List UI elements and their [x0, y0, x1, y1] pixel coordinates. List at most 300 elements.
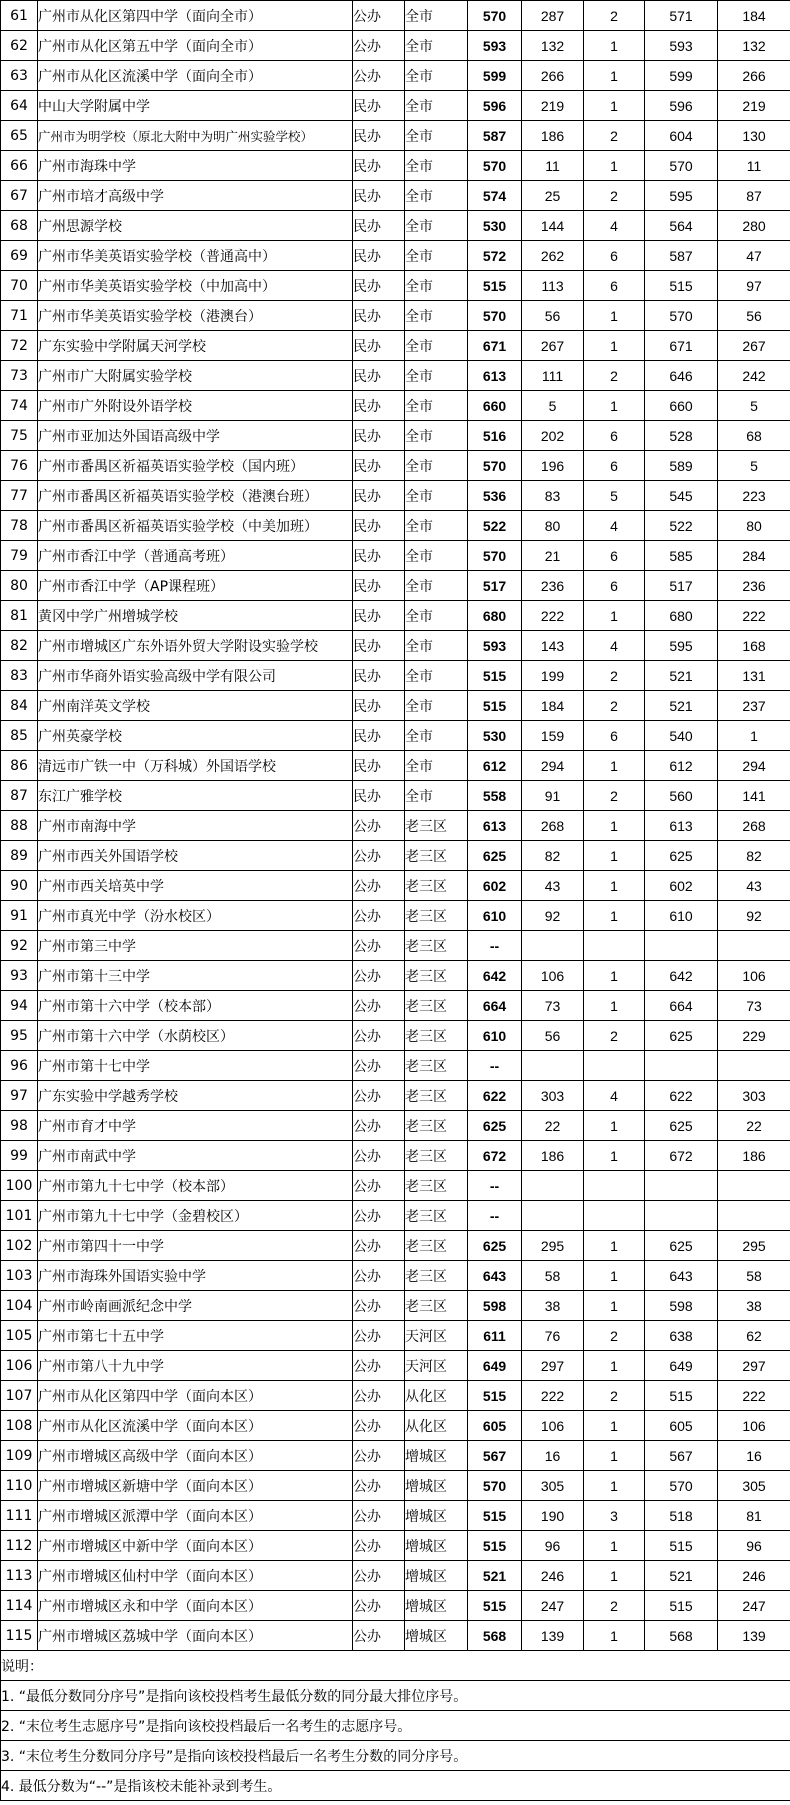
enrollment-area: 天河区 — [405, 1321, 468, 1351]
table-row — [1, 1081, 790, 1111]
school-name: 清远市广铁一中（万科城）外国语学校 — [38, 751, 353, 781]
min-score: 625 — [468, 1111, 522, 1141]
enrollment-area: 老三区 — [405, 1051, 468, 1081]
note-row — [1, 1711, 790, 1741]
min-score-rank: 25 — [522, 181, 584, 211]
enrollment-area: 老三区 — [405, 1141, 468, 1171]
min-score: 515 — [468, 1501, 522, 1531]
last-score-rank: 237 — [718, 691, 790, 721]
school-type: 公办 — [353, 871, 405, 901]
school-name: 广州市增城区永和中学（面向本区） — [38, 1591, 353, 1621]
enrollment-area: 全市 — [405, 541, 468, 571]
min-score: 593 — [468, 631, 522, 661]
last-score: 567 — [645, 1441, 718, 1471]
min-score: 587 — [468, 121, 522, 151]
last-score-rank: 106 — [718, 1411, 790, 1441]
row-number: 105 — [1, 1321, 38, 1351]
row-number: 112 — [1, 1531, 38, 1561]
last-choice-order: 1 — [584, 811, 645, 841]
table-row — [1, 931, 790, 961]
enrollment-area: 增城区 — [405, 1441, 468, 1471]
last-score-rank: 186 — [718, 1141, 790, 1171]
last-score: 560 — [645, 781, 718, 811]
min-score-rank: 16 — [522, 1441, 584, 1471]
min-score-rank: 246 — [522, 1561, 584, 1591]
last-score-rank: 280 — [718, 211, 790, 241]
min-score-rank: 236 — [522, 571, 584, 601]
min-score: 599 — [468, 61, 522, 91]
last-score-rank: 5 — [718, 391, 790, 421]
row-number: 82 — [1, 631, 38, 661]
table-row — [1, 1471, 790, 1501]
min-score-rank: 111 — [522, 361, 584, 391]
table-row — [1, 1351, 790, 1381]
note-row — [1, 1771, 790, 1801]
table-row — [1, 1501, 790, 1531]
min-score: 570 — [468, 451, 522, 481]
last-score: 680 — [645, 601, 718, 631]
enrollment-area: 全市 — [405, 91, 468, 121]
last-score: 515 — [645, 1531, 718, 1561]
row-number: 95 — [1, 1021, 38, 1051]
min-score: -- — [468, 1051, 522, 1081]
min-score: 530 — [468, 721, 522, 751]
row-number: 102 — [1, 1231, 38, 1261]
min-score-rank: 58 — [522, 1261, 584, 1291]
min-score: 625 — [468, 1231, 522, 1261]
min-score: 515 — [468, 271, 522, 301]
table-row — [1, 241, 790, 271]
min-score-rank: 5 — [522, 391, 584, 421]
row-number: 97 — [1, 1081, 38, 1111]
enrollment-area: 全市 — [405, 631, 468, 661]
school-type: 公办 — [353, 901, 405, 931]
last-choice-order: 4 — [584, 631, 645, 661]
school-name: 广州市增城区高级中学（面向本区） — [38, 1441, 353, 1471]
min-score-rank: 196 — [522, 451, 584, 481]
last-choice-order: 1 — [584, 1621, 645, 1651]
last-choice-order — [584, 1051, 645, 1081]
row-number: 96 — [1, 1051, 38, 1081]
last-score: 587 — [645, 241, 718, 271]
min-score-rank: 132 — [522, 31, 584, 61]
last-choice-order: 6 — [584, 571, 645, 601]
enrollment-area: 全市 — [405, 151, 468, 181]
last-score-rank: 267 — [718, 331, 790, 361]
row-number: 81 — [1, 601, 38, 631]
row-number: 98 — [1, 1111, 38, 1141]
table-row — [1, 331, 790, 361]
last-choice-order: 2 — [584, 1591, 645, 1621]
last-score: 672 — [645, 1141, 718, 1171]
last-score: 521 — [645, 661, 718, 691]
table-row — [1, 361, 790, 391]
last-score-rank: 87 — [718, 181, 790, 211]
min-score: -- — [468, 931, 522, 961]
min-score-rank: 268 — [522, 811, 584, 841]
table-row — [1, 961, 790, 991]
enrollment-area: 全市 — [405, 211, 468, 241]
school-type: 公办 — [353, 1441, 405, 1471]
last-choice-order: 1 — [584, 1291, 645, 1321]
table-row — [1, 181, 790, 211]
row-number: 77 — [1, 481, 38, 511]
last-score: 521 — [645, 1561, 718, 1591]
school-type: 公办 — [353, 1501, 405, 1531]
school-name: 广州市第十六中学（水荫校区） — [38, 1021, 353, 1051]
row-number: 68 — [1, 211, 38, 241]
table-row — [1, 601, 790, 631]
last-score: 570 — [645, 151, 718, 181]
table-row — [1, 481, 790, 511]
last-score: 564 — [645, 211, 718, 241]
school-type: 公办 — [353, 31, 405, 61]
school-name: 广州市南海中学 — [38, 811, 353, 841]
table-row — [1, 1261, 790, 1291]
school-name: 广州市增城区中新中学（面向本区） — [38, 1531, 353, 1561]
last-score-rank: 297 — [718, 1351, 790, 1381]
school-name: 广州市从化区流溪中学（面向本区） — [38, 1411, 353, 1441]
row-number: 78 — [1, 511, 38, 541]
last-score-rank: 56 — [718, 301, 790, 331]
school-type: 民办 — [353, 451, 405, 481]
school-type: 民办 — [353, 391, 405, 421]
min-score-rank: 222 — [522, 1381, 584, 1411]
last-score: 625 — [645, 1021, 718, 1051]
school-name: 广州南洋英文学校 — [38, 691, 353, 721]
table-row — [1, 631, 790, 661]
table-row — [1, 691, 790, 721]
last-choice-order: 6 — [584, 721, 645, 751]
min-score-rank — [522, 931, 584, 961]
school-name: 广州市海珠中学 — [38, 151, 353, 181]
row-number: 110 — [1, 1471, 38, 1501]
enrollment-area: 从化区 — [405, 1381, 468, 1411]
min-score: 570 — [468, 151, 522, 181]
enrollment-area: 全市 — [405, 1, 468, 31]
min-score: 649 — [468, 1351, 522, 1381]
last-score: 613 — [645, 811, 718, 841]
min-score-rank: 106 — [522, 1411, 584, 1441]
school-type: 民办 — [353, 151, 405, 181]
school-type: 公办 — [353, 1351, 405, 1381]
row-number: 86 — [1, 751, 38, 781]
table-row — [1, 271, 790, 301]
last-score-rank: 219 — [718, 91, 790, 121]
row-number: 80 — [1, 571, 38, 601]
last-score-rank: 68 — [718, 421, 790, 451]
last-score: 642 — [645, 961, 718, 991]
last-choice-order: 1 — [584, 31, 645, 61]
table-row — [1, 841, 790, 871]
school-type: 民办 — [353, 331, 405, 361]
last-score-rank: 139 — [718, 1621, 790, 1651]
table-row — [1, 1561, 790, 1591]
enrollment-area: 老三区 — [405, 1261, 468, 1291]
enrollment-area: 老三区 — [405, 1111, 468, 1141]
last-score-rank: 106 — [718, 961, 790, 991]
min-score-rank: 222 — [522, 601, 584, 631]
last-score-rank: 141 — [718, 781, 790, 811]
school-type: 民办 — [353, 511, 405, 541]
table-row — [1, 301, 790, 331]
table-row — [1, 391, 790, 421]
last-choice-order: 1 — [584, 1411, 645, 1441]
enrollment-area: 增城区 — [405, 1561, 468, 1591]
min-score: 570 — [468, 541, 522, 571]
min-score: 680 — [468, 601, 522, 631]
table-row — [1, 721, 790, 751]
school-name: 广州市从化区流溪中学（面向全市） — [38, 61, 353, 91]
school-name: 广州思源学校 — [38, 211, 353, 241]
min-score: 570 — [468, 301, 522, 331]
school-type: 公办 — [353, 1231, 405, 1261]
min-score: 610 — [468, 1021, 522, 1051]
min-score: 598 — [468, 1291, 522, 1321]
last-score-rank: 80 — [718, 511, 790, 541]
table-row — [1, 1621, 790, 1651]
row-number: 104 — [1, 1291, 38, 1321]
last-score: 540 — [645, 721, 718, 751]
last-choice-order: 1 — [584, 751, 645, 781]
school-type: 民办 — [353, 571, 405, 601]
table-row — [1, 511, 790, 541]
row-number: 71 — [1, 301, 38, 331]
last-score-rank: 92 — [718, 901, 790, 931]
row-number: 65 — [1, 121, 38, 151]
last-score: 649 — [645, 1351, 718, 1381]
school-type: 民办 — [353, 421, 405, 451]
school-type: 公办 — [353, 1591, 405, 1621]
school-type: 公办 — [353, 1261, 405, 1291]
min-score: 570 — [468, 1, 522, 31]
note-row — [1, 1651, 790, 1681]
last-score-rank: 96 — [718, 1531, 790, 1561]
school-type: 民办 — [353, 181, 405, 211]
table-row — [1, 1201, 790, 1231]
school-name: 广州市华美英语实验学校（中加高中） — [38, 271, 353, 301]
row-number: 108 — [1, 1411, 38, 1441]
note-text: 2. “末位考生志愿序号”是指向该校投档最后一名考生的志愿序号。 — [1, 1711, 790, 1741]
row-number: 109 — [1, 1441, 38, 1471]
enrollment-area: 增城区 — [405, 1621, 468, 1651]
school-name: 广州市第九十七中学（校本部） — [38, 1171, 353, 1201]
school-name: 广州市华商外语实验高级中学有限公司 — [38, 661, 353, 691]
enrollment-area: 全市 — [405, 181, 468, 211]
school-name: 广州市第十七中学 — [38, 1051, 353, 1081]
last-score: 638 — [645, 1321, 718, 1351]
last-score: 518 — [645, 1501, 718, 1531]
school-type: 民办 — [353, 271, 405, 301]
school-type: 公办 — [353, 1321, 405, 1351]
school-name: 广州市广外附设外语学校 — [38, 391, 353, 421]
enrollment-area: 老三区 — [405, 1021, 468, 1051]
last-score: 605 — [645, 1411, 718, 1441]
enrollment-area: 全市 — [405, 511, 468, 541]
note-text: 1. “最低分数同分序号”是指向该校投档考生最低分数的同分最大排位序号。 — [1, 1681, 790, 1711]
table-row — [1, 571, 790, 601]
school-name: 广州市从化区第五中学（面向全市） — [38, 31, 353, 61]
table-row — [1, 811, 790, 841]
last-choice-order: 1 — [584, 991, 645, 1021]
min-score: 568 — [468, 1621, 522, 1651]
enrollment-area: 全市 — [405, 781, 468, 811]
table-row — [1, 31, 790, 61]
row-number: 66 — [1, 151, 38, 181]
school-type: 公办 — [353, 1, 405, 31]
min-score-rank: 92 — [522, 901, 584, 931]
school-type: 公办 — [353, 811, 405, 841]
school-type: 民办 — [353, 751, 405, 781]
last-score-rank: 184 — [718, 1, 790, 31]
min-score-rank: 56 — [522, 1021, 584, 1051]
row-number: 94 — [1, 991, 38, 1021]
school-name: 广州市海珠外国语实验中学 — [38, 1261, 353, 1291]
last-score: 664 — [645, 991, 718, 1021]
enrollment-area: 老三区 — [405, 1171, 468, 1201]
school-name: 广州市番禺区祈福英语实验学校（港澳台班） — [38, 481, 353, 511]
school-name: 广州市广大附属实验学校 — [38, 361, 353, 391]
notes-heading: 说明： — [1, 1651, 790, 1681]
row-number: 93 — [1, 961, 38, 991]
min-score-rank: 186 — [522, 121, 584, 151]
last-score-rank: 284 — [718, 541, 790, 571]
min-score-rank: 82 — [522, 841, 584, 871]
last-choice-order: 3 — [584, 1501, 645, 1531]
school-type: 公办 — [353, 1531, 405, 1561]
last-score — [645, 931, 718, 961]
row-number: 106 — [1, 1351, 38, 1381]
min-score-rank: 83 — [522, 481, 584, 511]
last-score: 596 — [645, 91, 718, 121]
enrollment-area: 全市 — [405, 691, 468, 721]
last-score: 646 — [645, 361, 718, 391]
school-name: 广州市育才中学 — [38, 1111, 353, 1141]
min-score-rank: 287 — [522, 1, 584, 31]
table-row — [1, 1141, 790, 1171]
school-type: 民办 — [353, 481, 405, 511]
table-row — [1, 541, 790, 571]
row-number: 114 — [1, 1591, 38, 1621]
min-score: -- — [468, 1171, 522, 1201]
school-name: 中山大学附属中学 — [38, 91, 353, 121]
min-score: 522 — [468, 511, 522, 541]
min-score-rank — [522, 1051, 584, 1081]
table-row — [1, 1381, 790, 1411]
last-choice-order — [584, 931, 645, 961]
enrollment-area: 增城区 — [405, 1501, 468, 1531]
last-choice-order: 1 — [584, 871, 645, 901]
school-name: 广州市第九十七中学（金碧校区） — [38, 1201, 353, 1231]
school-type: 公办 — [353, 1111, 405, 1141]
last-score-rank — [718, 1201, 790, 1231]
school-name: 广州市华美英语实验学校（港澳台） — [38, 301, 353, 331]
last-score: 522 — [645, 511, 718, 541]
last-score-rank — [718, 1051, 790, 1081]
min-score-rank — [522, 1171, 584, 1201]
min-score: 622 — [468, 1081, 522, 1111]
row-number: 79 — [1, 541, 38, 571]
school-name: 广东实验中学越秀学校 — [38, 1081, 353, 1111]
last-score: 515 — [645, 271, 718, 301]
last-score-rank: 303 — [718, 1081, 790, 1111]
min-score-rank: 266 — [522, 61, 584, 91]
school-type: 民办 — [353, 691, 405, 721]
last-choice-order: 2 — [584, 661, 645, 691]
last-score-rank: 295 — [718, 1231, 790, 1261]
table-row — [1, 211, 790, 241]
last-score: 568 — [645, 1621, 718, 1651]
last-score: 521 — [645, 691, 718, 721]
last-score-rank: 62 — [718, 1321, 790, 1351]
table-row — [1, 661, 790, 691]
row-number: 73 — [1, 361, 38, 391]
row-number: 103 — [1, 1261, 38, 1291]
last-score: 610 — [645, 901, 718, 931]
school-type: 公办 — [353, 1051, 405, 1081]
school-type: 民办 — [353, 721, 405, 751]
min-score-rank: 159 — [522, 721, 584, 751]
row-number: 111 — [1, 1501, 38, 1531]
school-name: 广州市南武中学 — [38, 1141, 353, 1171]
enrollment-area: 全市 — [405, 301, 468, 331]
last-score-rank: 11 — [718, 151, 790, 181]
enrollment-area: 天河区 — [405, 1351, 468, 1381]
enrollment-area: 全市 — [405, 241, 468, 271]
min-score-rank: 76 — [522, 1321, 584, 1351]
min-score-rank: 184 — [522, 691, 584, 721]
row-number: 89 — [1, 841, 38, 871]
last-choice-order — [584, 1201, 645, 1231]
last-score-rank: 305 — [718, 1471, 790, 1501]
school-type: 公办 — [353, 1201, 405, 1231]
last-score-rank: 222 — [718, 1381, 790, 1411]
last-score: 598 — [645, 1291, 718, 1321]
row-number: 72 — [1, 331, 38, 361]
table-body — [1, 1, 790, 1651]
row-number: 76 — [1, 451, 38, 481]
min-score-rank: 247 — [522, 1591, 584, 1621]
table-row — [1, 1, 790, 31]
last-choice-order: 4 — [584, 511, 645, 541]
table-row — [1, 451, 790, 481]
last-choice-order: 6 — [584, 241, 645, 271]
note-text: 4. 最低分数为“--”是指该校未能补录到考生。 — [1, 1771, 790, 1801]
min-score: 643 — [468, 1261, 522, 1291]
table-row — [1, 871, 790, 901]
last-score: 593 — [645, 31, 718, 61]
last-score-rank: 247 — [718, 1591, 790, 1621]
school-name: 广州英豪学校 — [38, 721, 353, 751]
last-score-rank: 132 — [718, 31, 790, 61]
school-name: 广州市第十三中学 — [38, 961, 353, 991]
last-choice-order: 2 — [584, 121, 645, 151]
row-number: 88 — [1, 811, 38, 841]
min-score: 672 — [468, 1141, 522, 1171]
min-score: 515 — [468, 661, 522, 691]
school-type: 公办 — [353, 1081, 405, 1111]
last-choice-order: 6 — [584, 271, 645, 301]
last-score: 599 — [645, 61, 718, 91]
school-type: 民办 — [353, 121, 405, 151]
enrollment-area: 老三区 — [405, 1201, 468, 1231]
last-score: 671 — [645, 331, 718, 361]
note-text: 3. “末位考生分数同分序号”是指向该校投档最后一名考生分数的同分序号。 — [1, 1741, 790, 1771]
last-score: 625 — [645, 1231, 718, 1261]
table-row — [1, 1591, 790, 1621]
school-type: 公办 — [353, 1471, 405, 1501]
school-type: 民办 — [353, 601, 405, 631]
